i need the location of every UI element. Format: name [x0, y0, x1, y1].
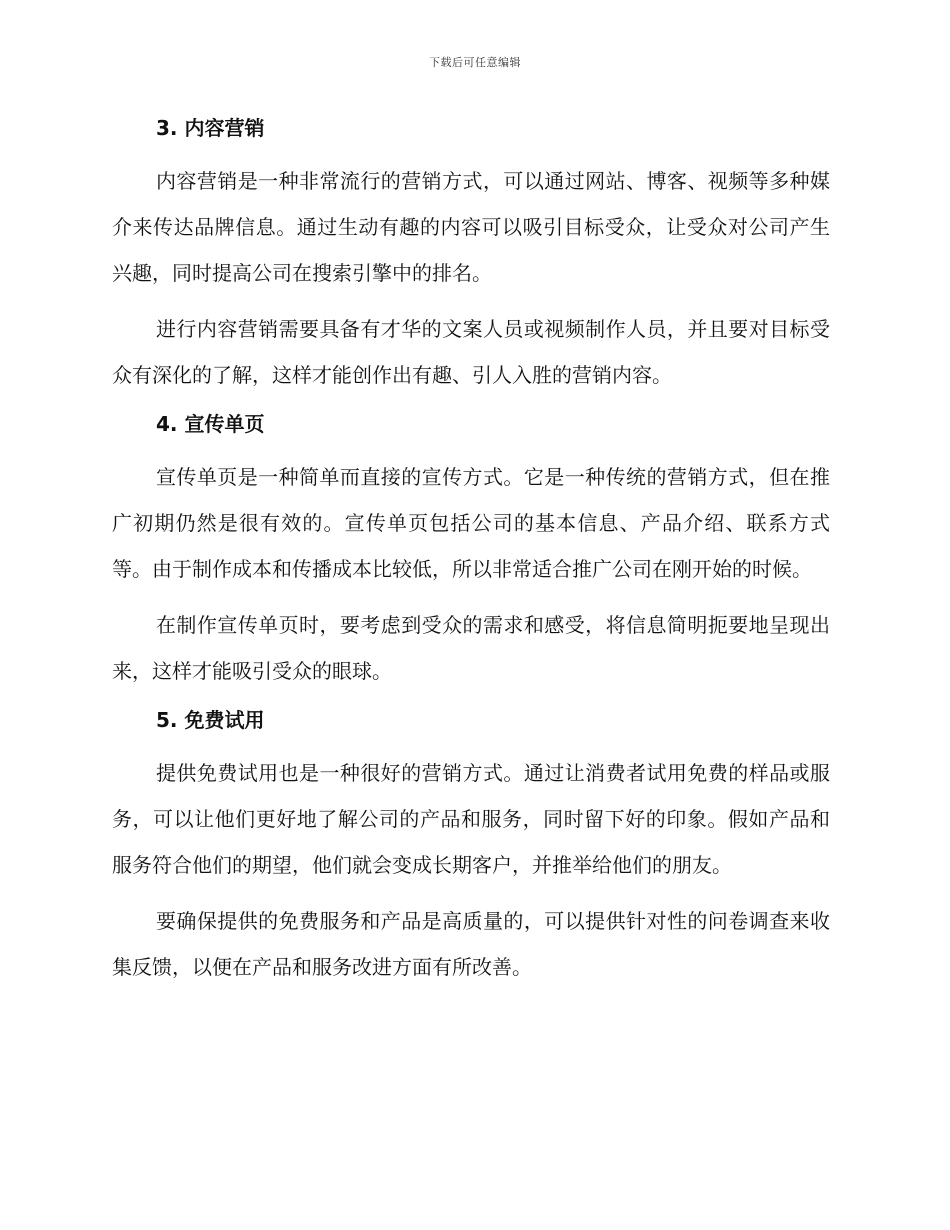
paragraph: 进行内容营销需要具备有才华的文案人员或视频制作人员，并且要对目标受众有深化的了解，这样才能创作出有趣、引人入胜的营销内容。 — [112, 317, 830, 387]
section-heading: 3. 内容营销 — [156, 116, 265, 140]
page-header: 下载后可任意编辑 — [429, 56, 521, 69]
section-content-marketing — [112, 112, 830, 398]
paragraph: 在制作宣传单页时，要考虑到受众的需求和感受，将信息简明扼要地呈现出来，这样才能吸引受众的眼球。 — [112, 613, 830, 683]
paragraph: 内容营销是一种非常流行的营销方式，可以通过网站、博客、视频等多种媒介来传达品牌信息。通过生动有趣的内容可以吸引目标受众，让受众对公司产生兴趣，同时提高公司在搜索引擎中的排名。 — [112, 169, 830, 285]
paragraph: 要确保提供的免费服务和产品是高质量的，可以提供针对性的问卷调查来收集反馈，以便在产品和服务改进方面有所改善。 — [112, 909, 830, 979]
paragraph: 宣传单页是一种简单而直接的宣传方式。它是一种传统的营销方式，但在推广初期仍然是很有效的。宣传单页包括公司的基本信息、产品介绍、联系方式等。由于制作成本和传播成本比较低，所以非常适合推广公司在刚开始的时候。 — [112, 465, 830, 581]
section-flyers — [112, 408, 830, 694]
section-heading: 5. 免费试用 — [156, 708, 265, 732]
section-heading: 4. 宣传单页 — [156, 412, 265, 436]
paragraph: 提供免费试用也是一种很好的营销方式。通过让消费者试用免费的样品或服务，可以让他们更好地了解公司的产品和服务，同时留下好的印象。假如产品和服务符合他们的期望，他们就会变成长期客户，并推举给他们的朋友。 — [112, 761, 830, 877]
section-free-trial — [112, 704, 830, 990]
document-body — [112, 112, 830, 1000]
